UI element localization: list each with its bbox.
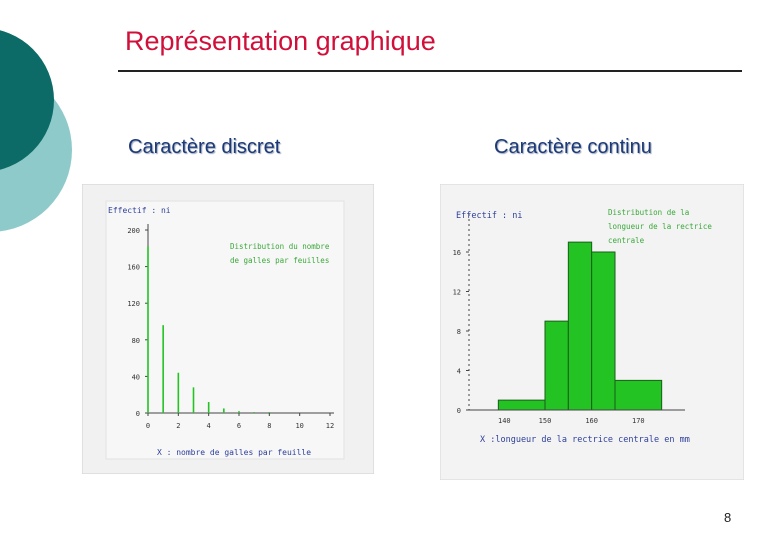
- chart-annotation-line: centrale: [608, 236, 645, 245]
- chart-annotation-line: longueur de la rectrice: [608, 222, 712, 231]
- page-number: 8: [724, 510, 732, 525]
- x-tick-label: 4: [206, 422, 211, 430]
- y-tick-label: 0: [135, 410, 140, 418]
- chart-annotation-line: de galles par feuilles: [230, 256, 330, 265]
- histogram-bar: [545, 321, 568, 410]
- slide-title: Représentation graphique: [125, 26, 436, 56]
- y-tick-label: 160: [127, 263, 140, 272]
- plot-panel: [106, 201, 344, 459]
- x-axis-label: X : nombre de galles par feuille: [156, 448, 312, 457]
- discrete-bar-chart: [82, 184, 374, 474]
- x-tick-label: 2: [176, 422, 181, 430]
- x-tick-label: 150: [538, 417, 552, 425]
- x-tick-label: 10: [295, 422, 304, 430]
- y-tick-label: 80: [131, 336, 140, 345]
- histogram-bar: [568, 242, 591, 410]
- y-axis-label: Effectif : ni: [108, 206, 171, 215]
- x-tick-label: 12: [325, 422, 335, 430]
- subtitle-continuous: Caractère continu: [494, 136, 652, 158]
- x-tick-label: 6: [236, 422, 242, 430]
- histogram-bar: [498, 400, 545, 410]
- histogram-bar: [615, 380, 662, 410]
- continuous-histogram: [440, 184, 744, 480]
- x-tick-label: 8: [267, 422, 272, 430]
- x-tick-label: 160: [585, 417, 598, 425]
- y-tick-label: 40: [131, 373, 140, 382]
- y-axis-label: Effectif : ni: [456, 211, 523, 221]
- y-tick-label: 0: [456, 407, 461, 415]
- y-tick-label: 200: [127, 227, 140, 235]
- x-tick-label: 170: [632, 417, 645, 425]
- y-tick-label: 8: [456, 328, 461, 336]
- chart-annotation-line: Distribution de la: [608, 208, 690, 217]
- y-tick-label: 16: [452, 249, 461, 257]
- x-tick-label: 0: [145, 422, 151, 430]
- title-divider: [118, 70, 742, 72]
- histogram-bar: [592, 252, 615, 410]
- x-tick-label: 140: [498, 417, 511, 425]
- y-tick-label: 120: [127, 300, 140, 309]
- y-tick-label: 4: [456, 367, 461, 376]
- subtitle-discrete: Caractère discret: [128, 136, 281, 158]
- y-tick-label: 12: [452, 288, 461, 297]
- chart-annotation-line: Distribution du nombre: [230, 242, 330, 251]
- x-axis-label: X :longueur de la rectrice centrale en mm: [480, 435, 690, 445]
